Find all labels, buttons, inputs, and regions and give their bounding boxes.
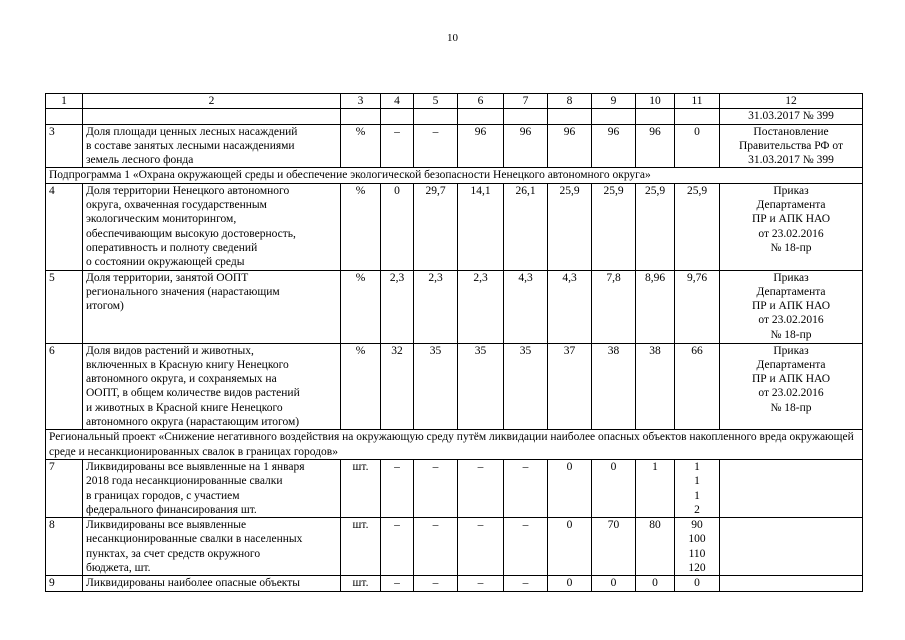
table-row xyxy=(46,270,863,343)
value-6: 35 xyxy=(458,343,504,430)
unit: шт. xyxy=(341,459,381,517)
col-header-2: 2 xyxy=(83,94,341,109)
value-5: 29,7 xyxy=(414,183,458,270)
regional-project-row xyxy=(46,430,863,460)
value-8: 96 xyxy=(548,124,592,168)
value-4: – xyxy=(381,576,414,591)
row-number: 5 xyxy=(46,270,83,343)
value-11: 1 1 1 2 xyxy=(675,459,720,517)
source-document: Приказ Департамента ПР и АПК НАО от 23.02.2016 № 18-пр xyxy=(720,343,863,430)
value-8: 0 xyxy=(548,576,592,591)
continuation-doc: 31.03.2017 № 399 xyxy=(720,109,863,124)
source-document: Приказ Департамента ПР и АПК НАО от 23.02.2016 № 18-пр xyxy=(720,183,863,270)
value-4: 0 xyxy=(381,183,414,270)
indicator-name: Доля территории Ненецкого автономного округа, охваченная государственным экологическим мониторингом, обеспечивающим высокую достоверность, оперативность и полноту сведений о состоянии окружающей среды xyxy=(83,183,341,270)
value-11: 90 100 110 120 xyxy=(675,518,720,576)
value-10: 0 xyxy=(636,576,675,591)
col-header-1: 1 xyxy=(46,94,83,109)
row-number: 6 xyxy=(46,343,83,430)
unit: шт. xyxy=(341,576,381,591)
value-4: – xyxy=(381,124,414,168)
value-6: – xyxy=(458,459,504,517)
value-7: 96 xyxy=(504,124,548,168)
col-header-11: 11 xyxy=(675,94,720,109)
value-4: – xyxy=(381,518,414,576)
value-5: 2,3 xyxy=(414,270,458,343)
indicator-name: Доля территории, занятой ООПТ регионального значения (нарастающим итогом) xyxy=(83,270,341,343)
value-9: 96 xyxy=(592,124,636,168)
source-document xyxy=(720,518,863,576)
value-5: – xyxy=(414,459,458,517)
col-header-4: 4 xyxy=(381,94,414,109)
value-8: 0 xyxy=(548,459,592,517)
col-header-9: 9 xyxy=(592,94,636,109)
table-row xyxy=(46,124,863,168)
value-10: 38 xyxy=(636,343,675,430)
value-7: – xyxy=(504,459,548,517)
indicator-name: Доля видов растений и животных, включенных в Красную книгу Ненецкого автономного округа, и сохраняемых на ООПТ, в общем количестве видов растений и животных в Красной книге Ненецкого автономного округа (нарастающим итогом) xyxy=(83,343,341,430)
table-row xyxy=(46,343,863,430)
value-6: – xyxy=(458,576,504,591)
unit: % xyxy=(341,343,381,430)
value-6: 14,1 xyxy=(458,183,504,270)
value-5: – xyxy=(414,124,458,168)
indicators-table xyxy=(45,93,863,592)
value-6: – xyxy=(458,518,504,576)
value-7: 26,1 xyxy=(504,183,548,270)
value-10: 1 xyxy=(636,459,675,517)
value-5: – xyxy=(414,518,458,576)
unit: % xyxy=(341,183,381,270)
table-row xyxy=(46,183,863,270)
indicator-name: Доля площади ценных лесных насаждений в составе занятых лесными насаждениями земель лесного фонда xyxy=(83,124,341,168)
value-9: 70 xyxy=(592,518,636,576)
value-8: 0 xyxy=(548,518,592,576)
subprogram-title: Подпрограмма 1 «Охрана окружающей среды и обеспечение экологической безопасности Ненецкого автономного округа» xyxy=(46,168,863,183)
row-number: 8 xyxy=(46,518,83,576)
value-7: 35 xyxy=(504,343,548,430)
value-9: 7,8 xyxy=(592,270,636,343)
col-header-7: 7 xyxy=(504,94,548,109)
value-11: 0 xyxy=(675,576,720,591)
col-header-6: 6 xyxy=(458,94,504,109)
continuation-row xyxy=(46,109,863,124)
value-9: 38 xyxy=(592,343,636,430)
value-8: 25,9 xyxy=(548,183,592,270)
unit: % xyxy=(341,270,381,343)
value-6: 96 xyxy=(458,124,504,168)
source-document: Постановление Правительства РФ от 31.03.2017 № 399 xyxy=(720,124,863,168)
col-header-12: 12 xyxy=(720,94,863,109)
indicator-name: Ликвидированы все выявленные несанкционированные свалки в населенных пунктах, за счет средств окружного бюджета, шт. xyxy=(83,518,341,576)
value-10: 8,96 xyxy=(636,270,675,343)
value-9: 0 xyxy=(592,576,636,591)
value-11: 25,9 xyxy=(675,183,720,270)
subprogram-row xyxy=(46,168,863,183)
regional-project-title: Региональный проект «Снижение негативного воздействия на окружающую среду путём ликвидации наиболее опасных объектов накопленного вреда окружающей среде и несанкционированных свалок в границах городов» xyxy=(46,430,863,460)
value-7: – xyxy=(504,518,548,576)
indicator-name: Ликвидированы все выявленные на 1 января 2018 года несанкционированные свалки в границах городов, с участием федерального финансирования шт. xyxy=(83,459,341,517)
value-9: 25,9 xyxy=(592,183,636,270)
source-document xyxy=(720,459,863,517)
header-row xyxy=(46,94,863,109)
row-number: 4 xyxy=(46,183,83,270)
row-number: 7 xyxy=(46,459,83,517)
value-10: 25,9 xyxy=(636,183,675,270)
table-row xyxy=(46,576,863,591)
col-header-5: 5 xyxy=(414,94,458,109)
value-10: 80 xyxy=(636,518,675,576)
value-8: 37 xyxy=(548,343,592,430)
indicator-name: Ликвидированы наиболее опасные объекты xyxy=(83,576,341,591)
value-7: – xyxy=(504,576,548,591)
value-11: 0 xyxy=(675,124,720,168)
value-11: 66 xyxy=(675,343,720,430)
value-10: 96 xyxy=(636,124,675,168)
value-4: 32 xyxy=(381,343,414,430)
value-4: 2,3 xyxy=(381,270,414,343)
value-9: 0 xyxy=(592,459,636,517)
col-header-10: 10 xyxy=(636,94,675,109)
value-8: 4,3 xyxy=(548,270,592,343)
col-header-3: 3 xyxy=(341,94,381,109)
value-6: 2,3 xyxy=(458,270,504,343)
source-document xyxy=(720,576,863,591)
value-4: – xyxy=(381,459,414,517)
value-5: 35 xyxy=(414,343,458,430)
page-number: 10 xyxy=(447,32,458,44)
row-number: 9 xyxy=(46,576,83,591)
value-5: – xyxy=(414,576,458,591)
unit: шт. xyxy=(341,518,381,576)
unit: % xyxy=(341,124,381,168)
value-7: 4,3 xyxy=(504,270,548,343)
col-header-8: 8 xyxy=(548,94,592,109)
row-number: 3 xyxy=(46,124,83,168)
table-row xyxy=(46,518,863,576)
value-11: 9,76 xyxy=(675,270,720,343)
source-document: Приказ Департамента ПР и АПК НАО от 23.02.2016 № 18-пр xyxy=(720,270,863,343)
table-row xyxy=(46,459,863,517)
